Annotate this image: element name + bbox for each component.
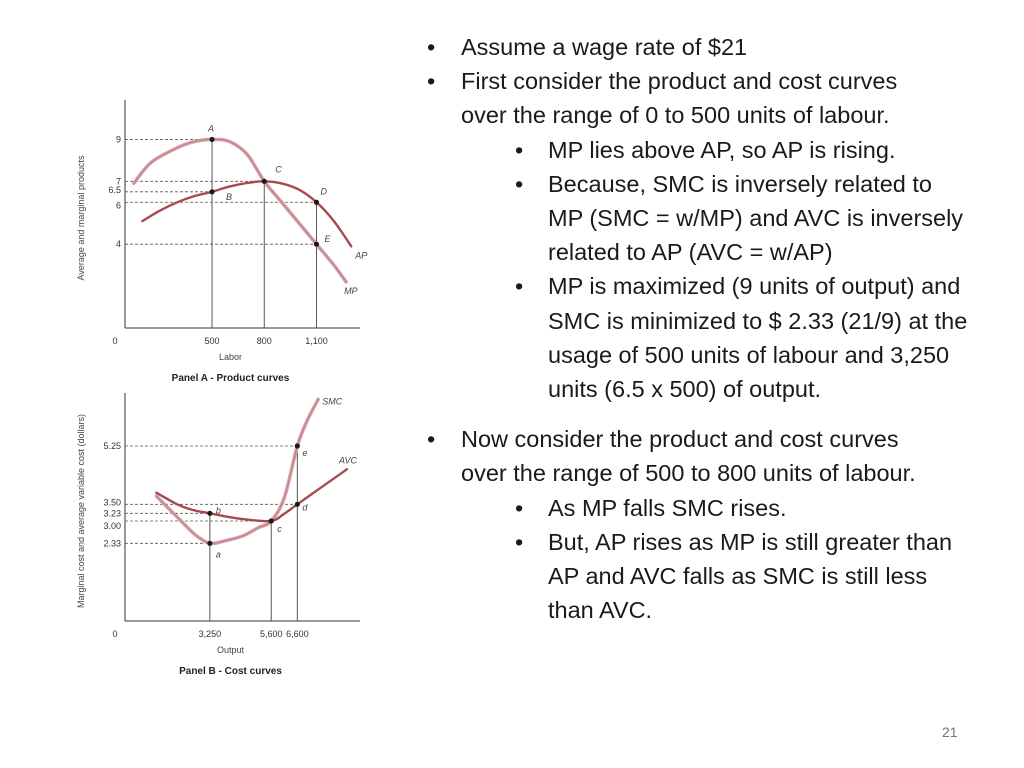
curve-label: MP [344,285,358,296]
data-point [269,518,274,523]
page-number: 21 [942,724,958,740]
data-point [314,242,319,247]
curve-mp-core [134,139,346,282]
curve-label: AVC [338,455,357,466]
panel-title: Panel B - Cost curves [179,666,282,677]
point-label: b [215,505,221,516]
sub-bullet-item [511,167,994,270]
point-label: D [320,186,327,197]
data-point [207,541,212,546]
sub-bullet-list [461,133,994,407]
y-tick-label: 3.00 [103,521,121,531]
sub-bullet-item [511,133,994,167]
bullet-item [424,64,994,406]
y-tick-label: 6 [115,200,121,211]
x-axis-title: Labor [218,352,243,362]
sub-bullet-text: • MP lies above AP, so AP is rising. [548,136,896,163]
x-axis-title: Output [216,645,245,655]
data-point [207,511,212,516]
sub-bullet-text: • But, AP rises as MP is still greater than AP and AVC falls as SMC is still less than AVC. [548,528,953,624]
bullet-text-column [424,30,994,627]
data-point [314,200,319,205]
bullet-text: • Now consider the product and cost curves over the range of 500 to 800 units of labour. [461,426,916,487]
y-tick-label: 2.33 [103,538,121,549]
y-tick-label: 3.23 [103,508,121,519]
sub-bullet-text: • MP is maximized (9 units of output) and SMC is minimized to $ 2.33 (21/9) at the usage of 500 units of labour and 3,250 units (6.5 x 500) of output. [548,273,968,403]
sub-bullet-text: • As MP falls SMC rises. [548,494,787,521]
curve-label: AP [355,250,368,261]
bullet-item [424,30,994,64]
sub-bullet-list [461,491,994,628]
product-curves-panel [70,100,370,392]
cost-curves-panel [70,393,370,690]
y-tick-label: 4 [115,239,121,250]
x-tick-label: 6,600 [286,629,309,639]
y-tick-label: 7 [115,176,121,187]
data-point [209,189,214,194]
point-label: C [275,164,282,175]
bullet-text: • Assume a wage rate of $21 [461,34,748,60]
x-tick-label: 3,250 [198,629,222,639]
y-tick-label: 3.50 [103,497,121,508]
x-tick-label: 500 [204,336,220,346]
cost-curves-chart [70,393,370,690]
curve-mp [134,139,346,282]
curve-smc [156,399,318,543]
sub-bullet-item [511,491,994,525]
sub-bullet-item [511,269,994,406]
data-point [295,443,300,448]
sub-bullet-item [511,525,994,628]
point-label: B [226,191,233,202]
product-curves-chart [70,100,370,392]
x-tick-label: 1,100 [305,336,328,346]
curve-label: SMC [322,396,343,407]
origin-label: 0 [112,336,118,346]
origin-label: 0 [112,629,118,639]
y-tick-label: 5.25 [103,441,121,451]
y-tick-label: 6.5 [108,184,121,195]
bullet-text: • First consider the product and cost curves over the range of 0 to 500 units of labour. [461,68,898,129]
data-point [209,137,214,142]
x-tick-label: 800 [256,336,272,346]
point-label: A [208,123,215,134]
sub-bullet-text: • Because, SMC is inversely related to MP (SMC = w/MP) and AVC is inversely related to AP (AVC = w/AP) [548,170,964,266]
point-label: e [302,448,308,458]
y-axis-title: Marginal cost and average variable cost (dollars) [76,413,86,609]
panel-title: Panel A - Product curves [171,373,290,384]
point-label: E [324,234,331,245]
y-axis-title: Average and marginal products [76,155,86,281]
bullet-item [424,422,994,627]
x-tick-label: 5,600 [259,629,283,639]
point-label: c [277,524,282,534]
point-label: d [302,502,308,513]
data-point [262,179,267,184]
curve-avc [156,469,347,521]
data-point [295,502,300,507]
y-tick-label: 9 [115,134,121,145]
bullet-list [424,30,994,627]
point-label: a [215,549,221,560]
